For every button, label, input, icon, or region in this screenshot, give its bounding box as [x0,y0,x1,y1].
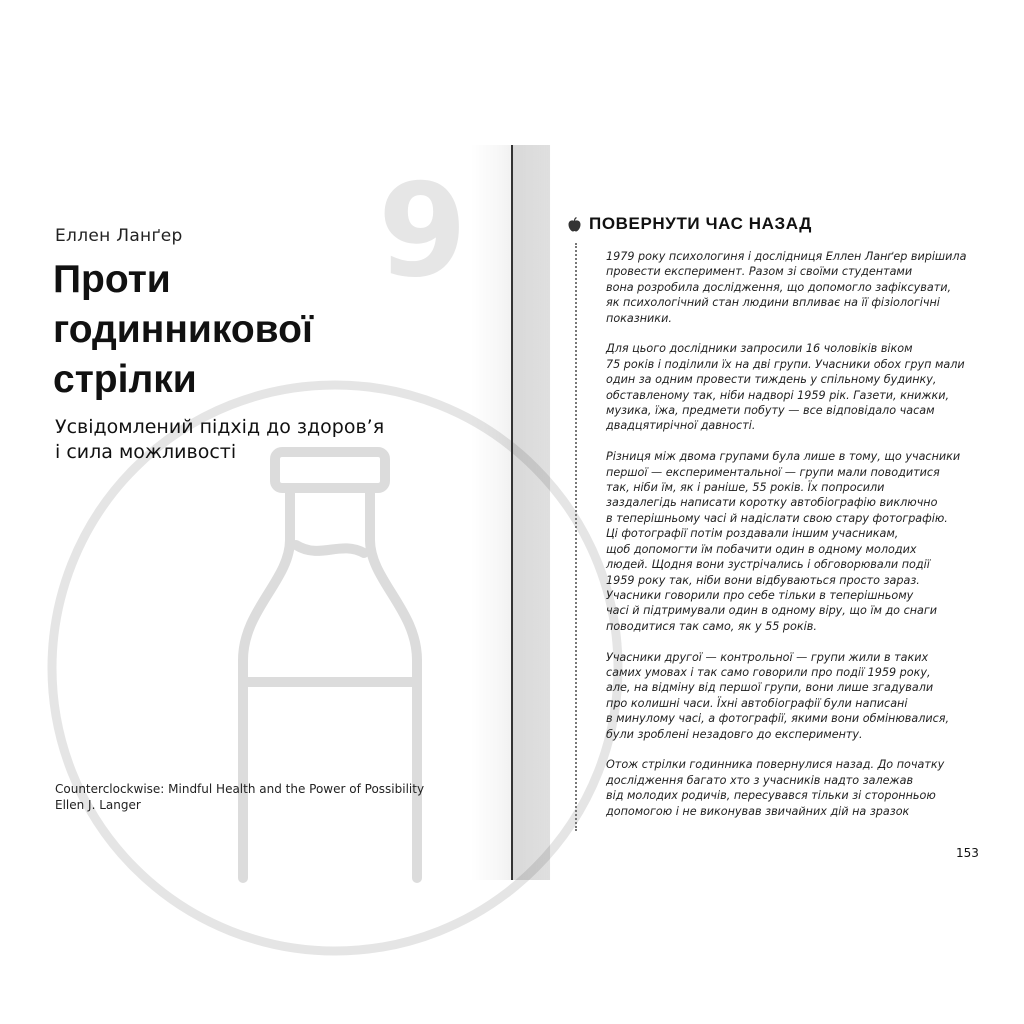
body-line: показники. [606,311,672,325]
title-line: стрілки [53,358,197,401]
body-line: провести експеримент. Разом зі своїми студентами [606,265,913,279]
body-paragraph [606,757,956,819]
body-line: в теперішньому часі й надіслати свою стару фотографію. [606,511,948,525]
body-line: дослідження багато хто з учасників надто залежав [606,773,914,787]
body-line: 1979 року психологиня і дослідниця Еллен Ланґер вирішила [606,250,967,263]
apple-icon [568,217,581,232]
body-paragraph [606,650,956,742]
body-line: 75 років і поділили їх на дві групи. Учасники обох груп мали [606,357,965,371]
body-paragraph [606,341,965,433]
original-title: Counterclockwise: Mindful Health and the Power of Possibility [55,782,425,796]
body-line: обставленому так, ніби надворі 1959 рік. Газети, книжки, [606,388,950,402]
body-line: але, на відміну від першої групи, вони лише згадували [606,681,934,695]
body-line: Ці фотографії потім роздавали іншим учасникам, [606,527,899,541]
title-line: годинникової [53,308,313,351]
original-author: Ellen J. Langer [55,798,141,812]
book-subtitle [55,415,395,465]
body-line: Отож стрілки годинника повернулися назад. До початку [606,758,945,772]
book-spine [511,145,513,880]
section-title: ПОВЕРНУТИ ЧАС НАЗАД [589,214,812,233]
body-line: в минулому часі, а фотографії, якими вони обмінювалися, [606,712,950,726]
body-line: заздалегідь написати коротку автобіографію виключно [606,496,938,510]
body-line: музика, їжа, предмети побуту — все відповідало часам [606,404,935,418]
body-paragraph [606,249,967,326]
subtitle-line: Усвідомлений підхід до здоров’я [55,416,385,438]
body-line: людей. Щодня вони зустрічались і обговорювали події [606,558,930,572]
subtitle-line: і сила можливості [55,441,237,463]
section-header [568,214,812,234]
body-line: були зроблені незадовго до експерименту. [606,727,863,741]
body-line: як психологічний стан людини впливає на її фізіологічні [606,296,940,310]
body-line: так, ніби їм, як і раніше, 55 років. Їх попросили [606,481,885,495]
author-name: Еллен Ланґер [55,226,183,246]
dotted-rule [575,243,577,831]
body-line: часі й підтримували один в одному віру, що їм до снаги [606,604,938,618]
book-title [53,255,393,405]
body-line: допомогою і не виконував звичайних дій на зразок [606,804,910,818]
body-line: щоб допомогти їм побачити один в одному молодих [606,542,917,556]
body-line: від молодих родичів, пересувався тільки зі сторонньою [606,789,936,803]
body-line: 1959 року так, ніби вони відбуваються просто зараз. [606,573,920,587]
body-line: про колишні часи. Їхні автобіографії були написані [606,696,908,710]
chapter-number: 9 [378,157,468,306]
article-body [606,249,967,834]
body-line: Для цього дослідники запросили 16 чоловіків віком [606,342,913,356]
body-line: поводитися так само, як у 55 років. [606,619,817,633]
body-paragraph [606,449,961,634]
gutter-shadow-right [512,145,552,880]
milk-bottle-icon [243,452,417,878]
page-number: 153 [956,846,979,860]
body-line: Учасники другої — контрольної — групи жили в таких [606,650,929,664]
title-line: Проти [53,258,171,301]
body-line: самих умовах і так само говорили про події 1959 року, [606,665,931,679]
body-line: двадцятирічної давності. [606,419,756,433]
body-line: Різниця між двома групами була лише в тому, що учасники [606,450,961,464]
body-line: першої — експериментальної — групи мали поводитися [606,465,940,479]
body-line: один за одним провести тиждень у спільному будинку, [606,373,937,387]
body-line: вона розробила дослідження, що допомогло зафіксувати, [606,280,952,294]
body-line: Учасники говорили про себе тільки в теперішньому [606,588,914,602]
